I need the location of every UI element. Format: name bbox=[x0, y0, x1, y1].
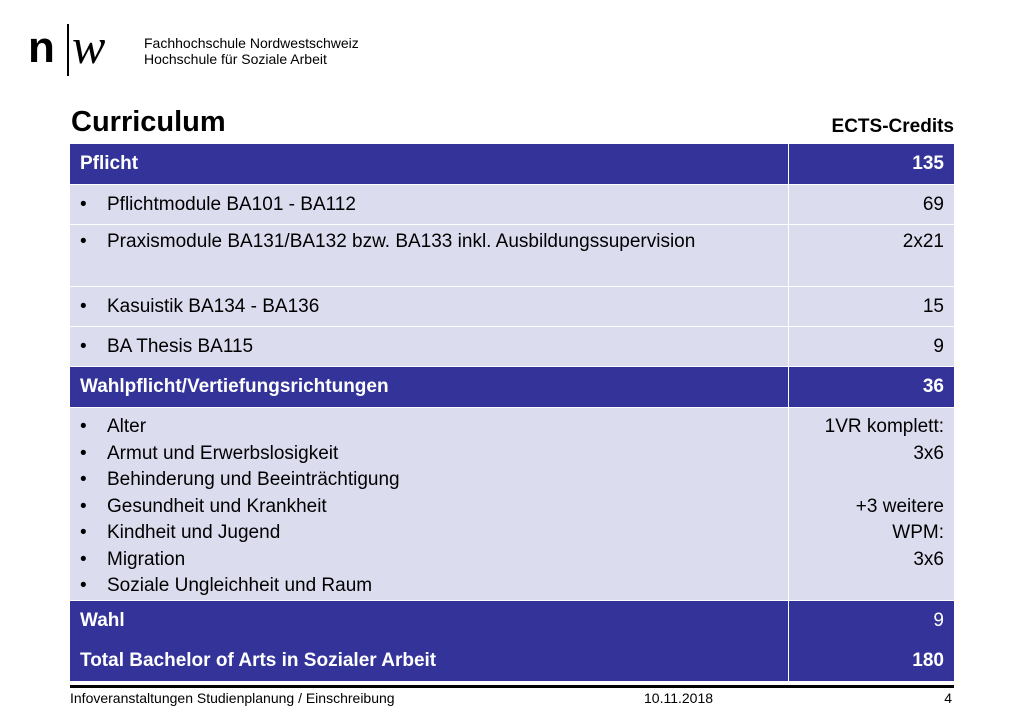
value-line: WPM: bbox=[892, 522, 944, 543]
bullet: • bbox=[80, 522, 87, 543]
row-value: 69 bbox=[788, 185, 954, 224]
slide-title: Curriculum bbox=[71, 106, 226, 138]
wahlpflicht-value: 36 bbox=[788, 367, 954, 407]
list-item: • Migration bbox=[80, 547, 778, 574]
school-name-line1: Fachhochschule Nordwestschweiz bbox=[144, 35, 359, 51]
row-value: 15 bbox=[788, 287, 954, 326]
bullet: • bbox=[80, 296, 87, 317]
table-row bbox=[70, 326, 954, 366]
page-number: 4 bbox=[944, 690, 952, 706]
value-line: 3x6 bbox=[913, 548, 944, 570]
bullet: • bbox=[80, 442, 87, 464]
bullet: • bbox=[80, 575, 87, 596]
total-row bbox=[70, 641, 954, 681]
row-label: Kasuistik BA134 - BA136 bbox=[107, 296, 320, 317]
pflicht-header-row bbox=[70, 143, 954, 184]
list-item: • Alter bbox=[80, 414, 778, 441]
curriculum-table bbox=[70, 143, 954, 681]
wahlpflicht-label: Wahlpflicht/Vertiefungsrichtungen bbox=[80, 376, 389, 397]
row-label: Pflichtmodule BA101 - BA112 bbox=[107, 194, 356, 215]
table-row bbox=[70, 286, 954, 326]
vertiefung-values bbox=[788, 408, 954, 600]
row-value: 9 bbox=[788, 327, 954, 366]
list-item: • Behinderung und Beeinträchtigung bbox=[80, 467, 778, 494]
wahl-label: Wahl bbox=[80, 610, 125, 631]
list-item: • Soziale Ungleichheit und Raum bbox=[80, 573, 778, 600]
footer-divider bbox=[70, 685, 954, 688]
bullet: • bbox=[80, 336, 87, 357]
footer-date: 10.11.2018 bbox=[644, 690, 714, 706]
logo-n: n bbox=[28, 23, 55, 72]
bullet: • bbox=[80, 194, 87, 215]
pflicht-label: Pflicht bbox=[80, 153, 139, 174]
school-name bbox=[144, 35, 359, 67]
vertiefung-row bbox=[70, 407, 954, 600]
value-line bbox=[799, 467, 944, 494]
row-label: Praxismodule BA131/BA132 bzw. BA133 inkl. Ausbildungssupervision bbox=[107, 231, 696, 252]
bullet: • bbox=[80, 548, 87, 570]
bullet: • bbox=[80, 469, 87, 490]
table-row bbox=[70, 184, 954, 224]
list-item: • Kindheit und Jugend bbox=[80, 520, 778, 547]
bullet: • bbox=[80, 416, 87, 437]
wahl-value: 9 bbox=[788, 601, 954, 641]
logo-divider bbox=[67, 24, 69, 76]
row-value: 2x21 bbox=[788, 225, 954, 286]
table-row bbox=[70, 224, 954, 286]
total-value: 180 bbox=[788, 641, 954, 681]
total-label: Total Bachelor of Arts in Sozialer Arbeit bbox=[80, 650, 437, 671]
footer-event-title: Infoveranstaltungen Studienplanung / Einschreibung bbox=[70, 690, 395, 706]
value-line: 1VR komplett: bbox=[824, 416, 944, 437]
school-name-line2: Hochschule für Soziale Arbeit bbox=[144, 51, 327, 67]
list-item: • Gesundheit und Krankheit bbox=[80, 494, 778, 521]
list-item: • Armut und Erwerbslosigkeit bbox=[80, 441, 778, 468]
value-line: 3x6 bbox=[913, 442, 944, 464]
ects-column-label: ECTS-Credits bbox=[831, 116, 954, 137]
bullet: • bbox=[80, 231, 87, 252]
vertiefung-list bbox=[70, 408, 788, 600]
logo-w: w bbox=[72, 18, 106, 74]
value-line: +3 weitere bbox=[855, 495, 944, 517]
row-label: BA Thesis BA115 bbox=[107, 336, 254, 357]
wahlpflicht-header-row bbox=[70, 366, 954, 407]
bullet: • bbox=[80, 495, 87, 517]
wahl-header-row bbox=[70, 600, 954, 641]
pflicht-value: 135 bbox=[788, 144, 954, 184]
